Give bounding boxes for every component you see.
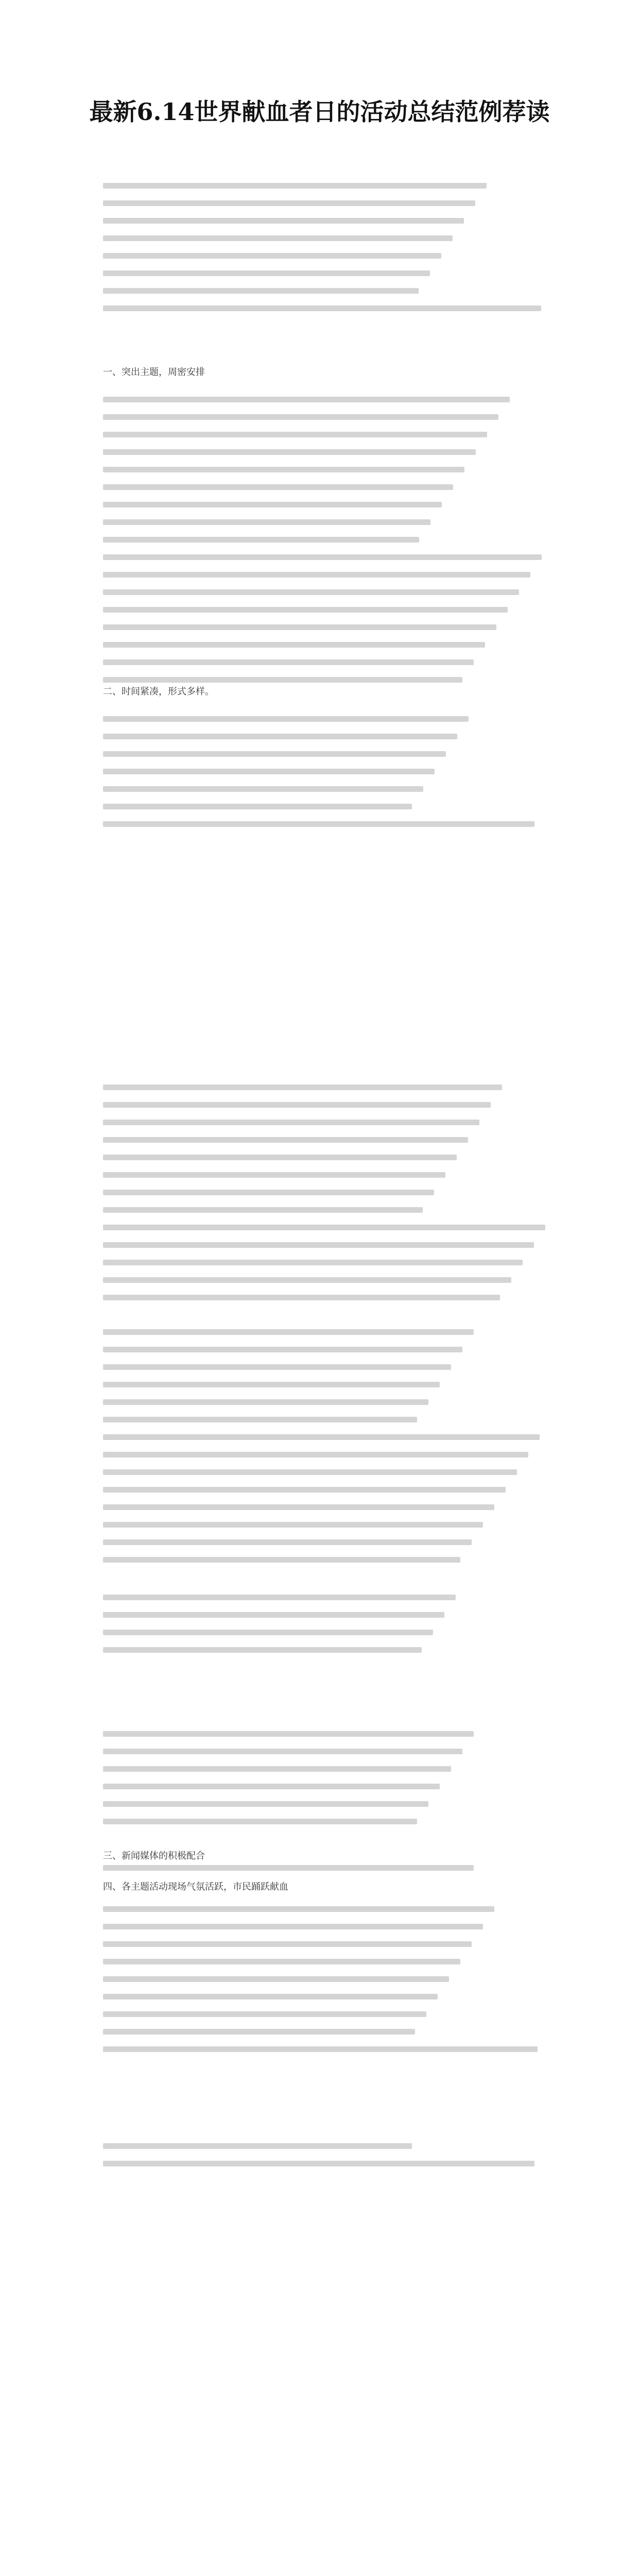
text-placeholder-line [103, 1612, 444, 1618]
text-placeholder-line [103, 1994, 438, 1999]
text-placeholder-line [103, 572, 530, 578]
text-placeholder-line [103, 1865, 474, 1871]
text-placeholder-line [103, 821, 534, 827]
text-placeholder-line [103, 607, 508, 613]
text-placeholder-line [103, 484, 453, 490]
text-placeholder-line [103, 1155, 457, 1160]
text-placeholder-line [103, 1399, 428, 1405]
text-placeholder-line [103, 1630, 433, 1635]
text-placeholder-line [103, 1469, 517, 1475]
text-placeholder-line [103, 1434, 540, 1440]
text-placeholder-line [103, 1207, 423, 1213]
text-placeholder-line [103, 1277, 511, 1283]
text-placeholder-line [103, 183, 487, 189]
section-heading: 四、各主题活动现场气氛活跃，市民踊跃献血 [103, 1882, 288, 1892]
text-placeholder-line [103, 2029, 415, 2035]
text-placeholder-line [103, 537, 419, 543]
text-placeholder-line [103, 288, 419, 294]
text-placeholder-line [103, 1557, 460, 1563]
text-placeholder-line [103, 1731, 474, 1737]
text-placeholder-line [103, 1172, 445, 1178]
text-placeholder-line [103, 253, 441, 259]
text-placeholder-line [103, 642, 485, 648]
text-placeholder-line [103, 1941, 472, 1947]
text-placeholder-line [103, 1906, 494, 1912]
text-placeholder-line [103, 1959, 460, 1964]
document-title: 最新6.14世界献血者日的活动总结范例荐读 [89, 97, 550, 126]
text-placeholder-line [103, 554, 542, 560]
text-placeholder-line [103, 659, 474, 665]
text-placeholder-line [103, 624, 496, 630]
text-placeholder-line [103, 786, 423, 792]
text-placeholder-line [103, 1784, 440, 1789]
text-placeholder-line [103, 1417, 417, 1422]
text-placeholder-line [103, 1647, 422, 1653]
text-placeholder-line [103, 449, 476, 455]
text-placeholder-line [103, 1295, 500, 1300]
text-placeholder-line [103, 1364, 451, 1370]
text-placeholder-line [103, 1102, 491, 1108]
text-placeholder-line [103, 519, 430, 525]
text-placeholder-line [103, 1595, 456, 1600]
text-placeholder-line [103, 1924, 483, 1929]
text-placeholder-line [103, 1504, 494, 1510]
text-placeholder-line [103, 2161, 534, 2166]
text-placeholder-line [103, 270, 430, 276]
text-placeholder-line [103, 235, 453, 241]
text-placeholder-line [103, 804, 412, 809]
text-placeholder-line [103, 1084, 502, 1090]
text-placeholder-line [103, 1539, 472, 1545]
text-placeholder-line [103, 306, 541, 311]
text-placeholder-line [103, 467, 464, 472]
text-placeholder-line [103, 734, 457, 739]
text-placeholder-line [103, 1190, 434, 1195]
text-placeholder-line [103, 1819, 417, 1824]
text-placeholder-line [103, 397, 510, 402]
text-placeholder-line [103, 2046, 538, 2052]
section-heading: 三、新闻媒体的积极配合 [103, 1851, 205, 1861]
text-placeholder-line [103, 2011, 426, 2017]
text-placeholder-line [103, 2143, 412, 2149]
text-placeholder-line [103, 1801, 428, 1807]
text-placeholder-line [103, 1452, 528, 1458]
text-placeholder-line [103, 1347, 462, 1352]
text-placeholder-line [103, 716, 469, 722]
text-placeholder-line [103, 1137, 468, 1143]
text-placeholder-line [103, 432, 487, 437]
section-heading: 二、时间紧凑，形式多样。 [103, 686, 214, 697]
text-placeholder-line [103, 1976, 449, 1982]
text-placeholder-line [103, 1120, 479, 1125]
text-placeholder-line [103, 1749, 462, 1754]
text-placeholder-line [103, 1522, 483, 1528]
text-placeholder-line [103, 502, 442, 507]
text-placeholder-line [103, 751, 446, 757]
text-placeholder-line [103, 200, 475, 206]
text-placeholder-line [103, 1242, 534, 1248]
text-placeholder-line [103, 677, 462, 683]
section-heading: 一、突出主题，周密安排 [103, 367, 205, 378]
text-placeholder-line [103, 218, 464, 224]
text-placeholder-line [103, 769, 435, 774]
text-placeholder-line [103, 1766, 451, 1772]
text-placeholder-line [103, 1260, 523, 1265]
text-placeholder-line [103, 1225, 545, 1230]
text-placeholder-line [103, 1329, 474, 1335]
text-placeholder-line [103, 1487, 506, 1493]
text-placeholder-line [103, 589, 519, 595]
text-placeholder-line [103, 1382, 440, 1387]
text-placeholder-line [103, 414, 498, 420]
